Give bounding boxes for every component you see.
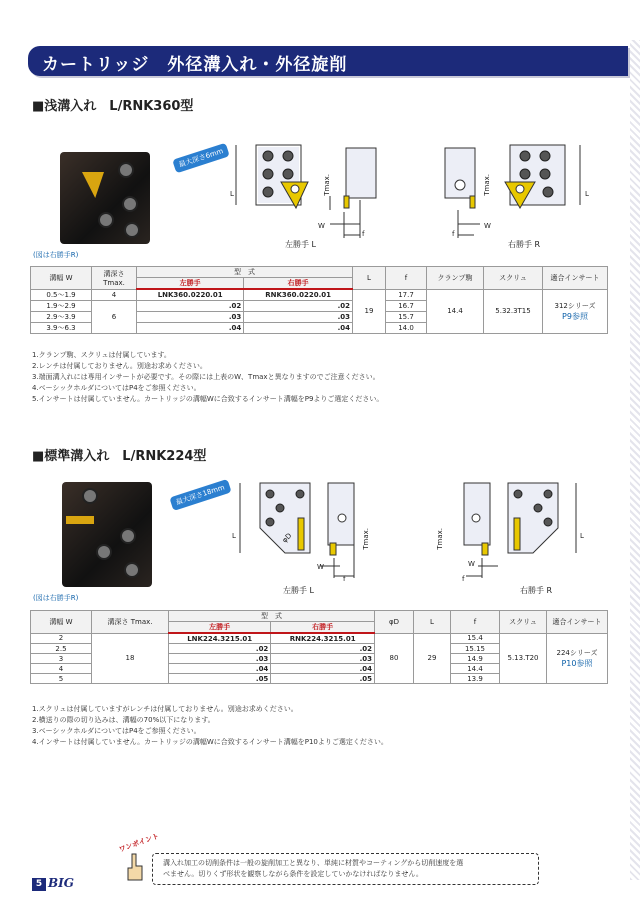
cell-right-model: .04	[244, 322, 353, 333]
cell-left-model: .02	[137, 300, 244, 311]
section1-photo-caption: (図は右勝手R)	[33, 251, 79, 259]
cell-width: 4	[31, 664, 92, 674]
section2-drawing-left	[230, 478, 400, 593]
cell-f: 14.9	[451, 654, 500, 664]
tip-box	[152, 853, 539, 885]
th-clamp: クランプ駒	[427, 267, 484, 290]
section1-product-photo	[60, 152, 150, 244]
page-title: カートリッジ 外径溝入れ・外径旋削	[42, 55, 348, 75]
note-item: 2.横送りの際の切り込みは、溝幅の70%以下になります。	[32, 716, 215, 724]
section2-dim-tmax-right: Tmax.	[436, 528, 444, 550]
th-screw: スクリュ	[500, 611, 547, 634]
section2-dim-L-left: L	[232, 532, 236, 540]
cell-right-model: .03	[271, 654, 375, 664]
note-item: 2.レンチは付属しておりません。別途お求めください。	[32, 362, 207, 370]
section2-dim-phiD-left: φD	[280, 531, 294, 545]
section2-dim-W-right: W	[468, 560, 475, 568]
note-item: 4.ベーシックホルダについてはP4をご参照ください。	[32, 384, 201, 392]
cell-left-model: .02	[169, 644, 271, 654]
cell-left-model: .04	[169, 664, 271, 674]
th-phiD: φD	[375, 611, 414, 634]
th-L: L	[414, 611, 451, 634]
cell-f: 14.0	[386, 322, 427, 333]
cell-depth: 6	[92, 300, 137, 333]
cell-left-model: .05	[169, 674, 271, 684]
cell-right-model: RNK360.0220.01	[244, 289, 353, 300]
section2-product-photo	[62, 482, 152, 587]
insert-ref-link[interactable]: P10参照	[561, 658, 593, 668]
section2-photo-caption: (図は右勝手R)	[33, 594, 79, 602]
section1-notes	[32, 350, 602, 405]
cell-right-model: RNK224.3215.01	[271, 633, 375, 644]
section2-dim-L-right: L	[580, 532, 584, 540]
th-insert: 適合インサート	[543, 267, 608, 290]
th-model: 型 式	[169, 611, 375, 622]
section2-notes	[32, 704, 602, 748]
section2-dim-f-right: f	[462, 575, 465, 583]
cell-left-model: LNK360.0220.01	[137, 289, 244, 300]
insert-ref-link[interactable]: P9参照	[562, 311, 588, 321]
section1-dim-tmax-right: Tmax.	[483, 174, 491, 196]
section2-right-hand-label: 右勝手 R	[520, 586, 553, 595]
cell-right-model: .02	[244, 300, 353, 311]
cell-right-model: .05	[271, 674, 375, 684]
insert-series: 224シリーズ	[556, 648, 598, 657]
section1-dim-tmax-left: Tmax.	[323, 174, 331, 196]
section2-title: ■標準溝入れ L/RNK224型	[32, 449, 207, 464]
big-logo: BIG	[48, 876, 75, 890]
section2-dim-f-left: f	[343, 575, 346, 583]
cell-phiD: 80	[375, 633, 414, 684]
cell-L: 29	[414, 633, 451, 684]
page-header-bar	[28, 46, 628, 76]
cell-f: 14.4	[451, 664, 500, 674]
th-width: 溝幅 W	[31, 267, 92, 290]
section1-drawing-right	[440, 140, 600, 250]
page-number: 5	[32, 878, 46, 891]
cell-screw: 5.13.T20	[500, 633, 547, 684]
cell-left-model: .04	[137, 322, 244, 333]
cell-width: 3	[31, 654, 92, 664]
th-f: f	[386, 267, 427, 290]
section2-dim-tmax-left: Tmax.	[362, 528, 370, 550]
note-item: 3.端面溝入れには専用インサートが必要です。その際には上表のW、Tmaxと異なりますのでご注意ください。	[32, 373, 380, 381]
decorative-stripe	[630, 40, 640, 880]
th-depth: 溝深さ Tmax.	[92, 611, 169, 634]
cell-width: 0.5〜1.9	[31, 289, 92, 300]
note-item: 1.クランプ駒、スクリュは付属しています。	[32, 351, 171, 359]
th-right-hand: 右勝手	[271, 622, 375, 634]
th-depth: 溝深さ Tmax.	[92, 267, 137, 290]
cell-insert	[547, 633, 608, 684]
section1-dim-W-right: W	[484, 222, 491, 230]
cell-width: 2.5	[31, 644, 92, 654]
section1-title: ■浅溝入れ L/RNK360型	[32, 99, 194, 114]
cell-L: 19	[353, 289, 386, 333]
cell-right-model: .03	[244, 311, 353, 322]
cell-f: 17.7	[386, 289, 427, 300]
section2-left-hand-label: 左勝手 L	[283, 586, 314, 595]
cell-width: 1.9〜2.9	[31, 300, 92, 311]
cell-right-model: .02	[271, 644, 375, 654]
th-L: L	[353, 267, 386, 290]
th-f: f	[451, 611, 500, 634]
section2-spec-table	[30, 610, 608, 684]
th-left-hand: 左勝手	[169, 622, 271, 634]
th-insert: 適合インサート	[547, 611, 608, 634]
insert-series: 312シリーズ	[554, 301, 596, 310]
cell-depth: 18	[92, 633, 169, 684]
note-item: 4.インサートは付属していません。カートリッジの溝幅Wに合致するインサート溝幅をP10よりご選定ください。	[32, 738, 388, 746]
th-screw: スクリュ	[484, 267, 543, 290]
section1-dim-W-left: W	[318, 222, 325, 230]
tip-text	[153, 854, 538, 884]
note-item: 1.スクリュは付属していますがレンチは付属しておりません。別途お求めください。	[32, 705, 298, 713]
cell-f: 15.7	[386, 311, 427, 322]
th-right-hand: 右勝手	[244, 278, 353, 290]
section2-dim-W-left: W	[317, 563, 324, 571]
section1-dim-L-right: L	[585, 190, 589, 198]
th-model: 型 式	[137, 267, 353, 278]
th-width: 溝幅 W	[31, 611, 92, 634]
table-row	[31, 633, 608, 644]
note-item: 5.インサートは付属していません。カートリッジの溝幅Wに合致するインサート溝幅をP9よりご選定ください。	[32, 395, 384, 403]
cell-clamp: 14.4	[427, 289, 484, 333]
cell-width: 5	[31, 674, 92, 684]
section1-right-hand-label: 右勝手 R	[508, 240, 541, 249]
cell-width: 3.9〜6.3	[31, 322, 92, 333]
cell-insert	[543, 289, 608, 333]
section2-depth-badge: 最大深さ18mm	[169, 479, 231, 511]
cell-width: 2.9〜3.9	[31, 311, 92, 322]
cell-f: 15.4	[451, 633, 500, 644]
tip-line: 溝入れ加工の切削条件は一般の旋削加工と異なり、単純に材質やコーティングから切削速度を選	[163, 859, 464, 867]
pointing-hand-icon	[124, 852, 146, 884]
th-left-hand: 左勝手	[137, 278, 244, 290]
cell-f: 13.9	[451, 674, 500, 684]
cell-left-model: .03	[169, 654, 271, 664]
cell-f: 15.15	[451, 644, 500, 654]
cell-left-model: LNK224.3215.01	[169, 633, 271, 644]
table-row	[31, 289, 608, 300]
section1-dim-f-right: f	[452, 230, 455, 238]
section2-drawing-right	[446, 478, 596, 593]
section1-left-hand-label: 左勝手 L	[285, 240, 316, 249]
tip-line: べません。切りくず形状を観察しながら条件を設定していかなければなりません。	[163, 870, 423, 878]
section1-dim-L-left: L	[230, 190, 234, 198]
tip-badge: ワンポイント	[117, 832, 161, 854]
cell-f: 16.7	[386, 300, 427, 311]
cell-width: 2	[31, 633, 92, 644]
note-item: 3.ベーシックホルダについてはP4をご参照ください。	[32, 727, 201, 735]
cell-right-model: .04	[271, 664, 375, 674]
cell-left-model: .03	[137, 311, 244, 322]
cell-depth: 4	[92, 289, 137, 300]
section1-depth-badge: 最大深さ6mm	[172, 143, 230, 174]
section1-spec-table	[30, 266, 608, 334]
cell-screw: 5.32.3T15	[484, 289, 543, 333]
section1-drawing-left	[226, 140, 396, 250]
section1-dim-f-left: f	[362, 230, 365, 238]
